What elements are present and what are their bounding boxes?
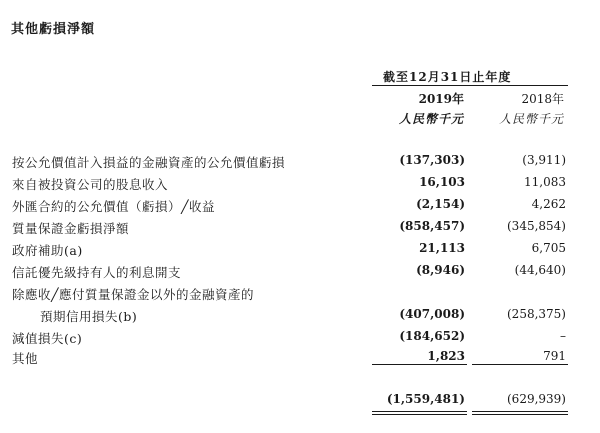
value-2018: (258,375) bbox=[507, 307, 566, 321]
period-header: 截至12月31日止年度 bbox=[383, 70, 512, 84]
year-2019-header: 2019年 bbox=[418, 92, 464, 106]
row-label: 預期信用損失(b) bbox=[40, 309, 138, 324]
value-2019: (858,457) bbox=[399, 219, 465, 233]
unit-2018-header: 人民幣千元 bbox=[498, 112, 564, 126]
row-label: 除應收╱應付質量保證金以外的金融資產的 bbox=[12, 287, 255, 302]
subtotal-rule-2018 bbox=[472, 364, 568, 365]
value-2018: (3,911) bbox=[522, 153, 566, 167]
table-row bbox=[0, 263, 600, 283]
value-2019: (407,008) bbox=[399, 307, 465, 321]
table-row bbox=[0, 175, 600, 195]
row-label: 減值損失(c) bbox=[12, 331, 83, 346]
total-double-rule-2019 bbox=[372, 411, 467, 415]
unit-2019-header: 人民幣千元 bbox=[398, 112, 464, 126]
row-label: 其他 bbox=[12, 351, 39, 366]
section-title: 其他虧損淨額 bbox=[11, 22, 96, 37]
table-row bbox=[0, 219, 600, 239]
year-2018-header: 2018年 bbox=[521, 92, 564, 106]
value-2019: 1,823 bbox=[427, 349, 465, 363]
value-2018: 791 bbox=[543, 349, 566, 363]
row-label: 來自被投資公司的股息收入 bbox=[12, 177, 169, 192]
value-2018: 11,083 bbox=[524, 175, 566, 189]
value-2018: (345,854) bbox=[507, 219, 566, 233]
value-2018: – bbox=[560, 329, 566, 343]
total-row bbox=[0, 392, 600, 412]
row-label: 外匯合約的公允價值（虧損）╱收益 bbox=[12, 199, 216, 214]
row-label: 按公允價值計入損益的金融資產的公允價值虧損 bbox=[12, 155, 286, 170]
table-row bbox=[0, 197, 600, 217]
table-row bbox=[0, 329, 600, 349]
header-underline bbox=[372, 85, 568, 86]
table-row bbox=[0, 153, 600, 173]
table-row bbox=[0, 349, 600, 369]
total-double-rule-2018 bbox=[472, 411, 568, 415]
subtotal-rule-2019 bbox=[372, 364, 467, 365]
total-2018: (629,939) bbox=[507, 392, 566, 406]
value-2019: (137,303) bbox=[399, 153, 465, 167]
row-label: 質量保證金虧損淨額 bbox=[12, 221, 130, 236]
table-row bbox=[0, 285, 600, 305]
value-2018: 6,705 bbox=[531, 241, 566, 255]
table-row bbox=[0, 307, 600, 327]
value-2019: 16,103 bbox=[419, 175, 465, 189]
total-2019: (1,559,481) bbox=[386, 392, 465, 406]
row-label: 信託優先級持有人的利息開支 bbox=[12, 265, 182, 280]
value-2019: (8,946) bbox=[416, 263, 465, 277]
value-2018: (44,640) bbox=[514, 263, 566, 277]
value-2019: 21,113 bbox=[419, 241, 465, 255]
row-label: 政府補助(a) bbox=[12, 243, 83, 258]
table-row bbox=[0, 241, 600, 261]
value-2019: (184,652) bbox=[399, 329, 465, 343]
value-2018: 4,262 bbox=[531, 197, 566, 211]
value-2019: (2,154) bbox=[416, 197, 465, 211]
